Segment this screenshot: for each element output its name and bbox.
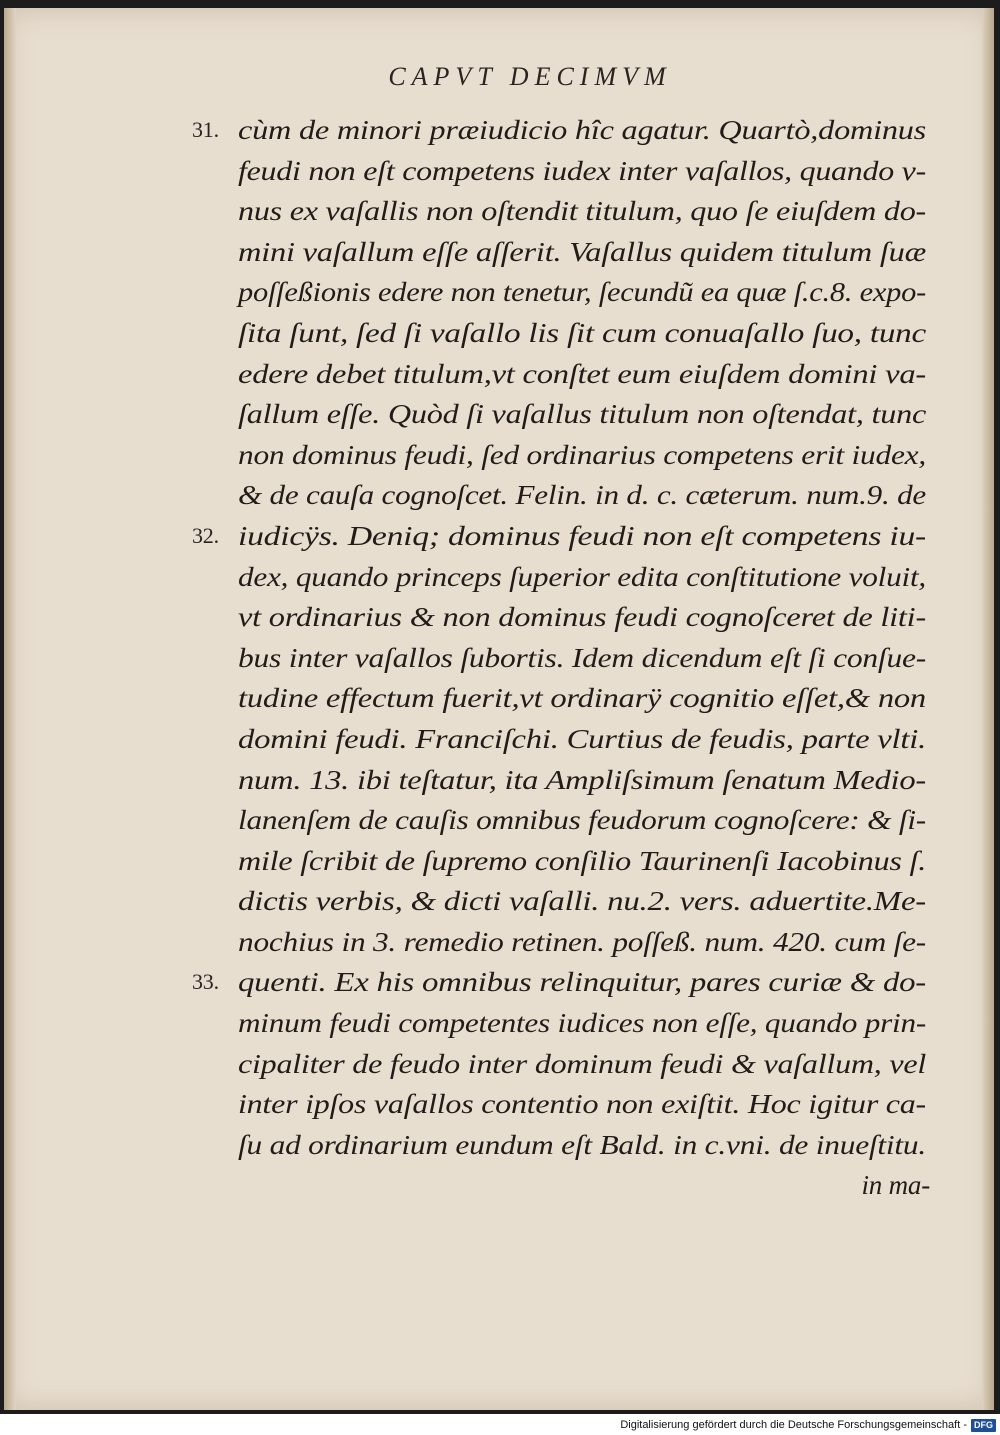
line-text: lanenſem de cauſis omnibus feudorum cognoſcere: & ſi- <box>238 805 926 836</box>
marginal-number: 32. <box>192 522 219 548</box>
text-line <box>238 394 938 435</box>
line-text: tudine effectum fuerit,vt ordinarÿ cognitio eſſet,& non <box>238 683 926 714</box>
text-line <box>192 962 938 1003</box>
dfg-logo: DFG <box>971 1419 996 1432</box>
text-line <box>238 1084 938 1125</box>
marginal-number: 33. <box>192 969 219 995</box>
footer-credit <box>600 1416 996 1434</box>
line-text: cipaliter de feudo inter dominum feudi & vaſallum, vel <box>238 1048 926 1079</box>
line-text: num. 13. ibi teſtatur, ita Ampliſsimum ſenatum Medio- <box>238 764 926 795</box>
text-line <box>238 191 938 232</box>
line-text: cùm de minori præiudicio hîc agatur. Quartò,dominus <box>238 115 926 145</box>
text-line <box>238 1044 938 1085</box>
line-text: ſallum eſſe. Quòd ſi vaſallus titulum non oſtendat, tunc <box>238 399 926 430</box>
line-text: inter ipſos vaſallos contentio non exiſtit. Hoc igitur ca- <box>238 1089 927 1120</box>
text-line <box>238 475 938 516</box>
line-text: mini vaſallum eſſe aſſerit. Vaſallus quidem titulum ſuæ <box>238 236 926 267</box>
footer-text: Digitalisierung gefördert durch die Deutsche Forschungsgemeinschaft - <box>620 1419 967 1431</box>
text-line <box>238 760 938 801</box>
text-line <box>192 516 938 557</box>
line-text: & de cauſa cognoſcet. Felin. in d. c. cæterum. num.9. de <box>238 480 926 511</box>
text-line <box>192 110 938 151</box>
text-line <box>238 678 938 719</box>
line-text: bus inter vaſallos ſubortis. Idem dicendum eſt ſi conſue- <box>238 642 926 673</box>
text-line <box>238 1125 938 1166</box>
page-left-edge <box>4 8 16 1410</box>
line-text: poſſeßionis edere non tenetur, ſecundũ ea quæ ſ.c.8. expo- <box>238 277 927 308</box>
line-text: dex, quando princeps ſuperior edita conſtitutione voluit, <box>238 561 926 592</box>
text-line <box>238 719 938 760</box>
text-line <box>238 232 938 273</box>
text-line <box>238 435 938 476</box>
text-line <box>238 354 938 395</box>
text-line <box>238 272 938 313</box>
text-line <box>238 151 938 192</box>
line-text: iudicÿs. Deniq; dominus feudi non eſt competens iu- <box>238 520 926 551</box>
line-text: vt ordinarius & non dominus feudi cognoſceret de liti- <box>238 602 926 633</box>
line-text: domini feudi. Franciſchi. Curtius de feudis, parte vlti. <box>238 723 926 754</box>
text-line <box>238 841 938 882</box>
text-line <box>238 557 938 598</box>
marginal-number: 31. <box>192 117 219 142</box>
text-line <box>238 597 938 638</box>
text-line <box>238 881 938 922</box>
line-text: mile ſcribit de ſupremo conſilio Taurinenſi Iacobinus ſ. <box>238 845 926 876</box>
line-text: edere debet titulum,vt conſtet eum eiuſdem domini va- <box>238 358 926 389</box>
text-line <box>238 800 938 841</box>
line-text: nus ex vaſallis non oſtendit titulum, quo ſe eiuſdem do- <box>238 196 926 227</box>
text-line <box>238 313 938 354</box>
page-right-edge <box>982 8 994 1410</box>
text-line <box>238 638 938 679</box>
catchword: in ma- <box>861 1170 930 1201</box>
text-block <box>192 110 938 1206</box>
line-text: minum feudi competentes iudices non eſſe, quando prin- <box>238 1008 926 1039</box>
line-text: dictis verbis, & dicti vaſalli. nu.2. vers. aduertite.Me- <box>238 886 926 917</box>
line-text: non dominus feudi, ſed ordinarius competens erit iudex, <box>238 439 926 470</box>
text-line <box>238 922 938 963</box>
line-text: feudi non eſt competens iudex inter vaſallos, quando v- <box>238 155 926 186</box>
line-text: ſu ad ordinarium eundum eſt Bald. in c.vni. de inueſtitu. <box>238 1129 926 1160</box>
line-text: quenti. Ex his omnibus relinquitur, pares curiæ & do- <box>238 967 926 998</box>
text-line <box>238 1003 938 1044</box>
line-text: nochius in 3. remedio retinen. poſſeß. num. 420. cum ſe- <box>238 926 926 957</box>
running-head: CAPVT DECIMVM <box>388 62 672 91</box>
line-text: ſita ſunt, ſed ſi vaſallo lis ſit cum conuaſallo ſuo, tunc <box>238 317 926 348</box>
